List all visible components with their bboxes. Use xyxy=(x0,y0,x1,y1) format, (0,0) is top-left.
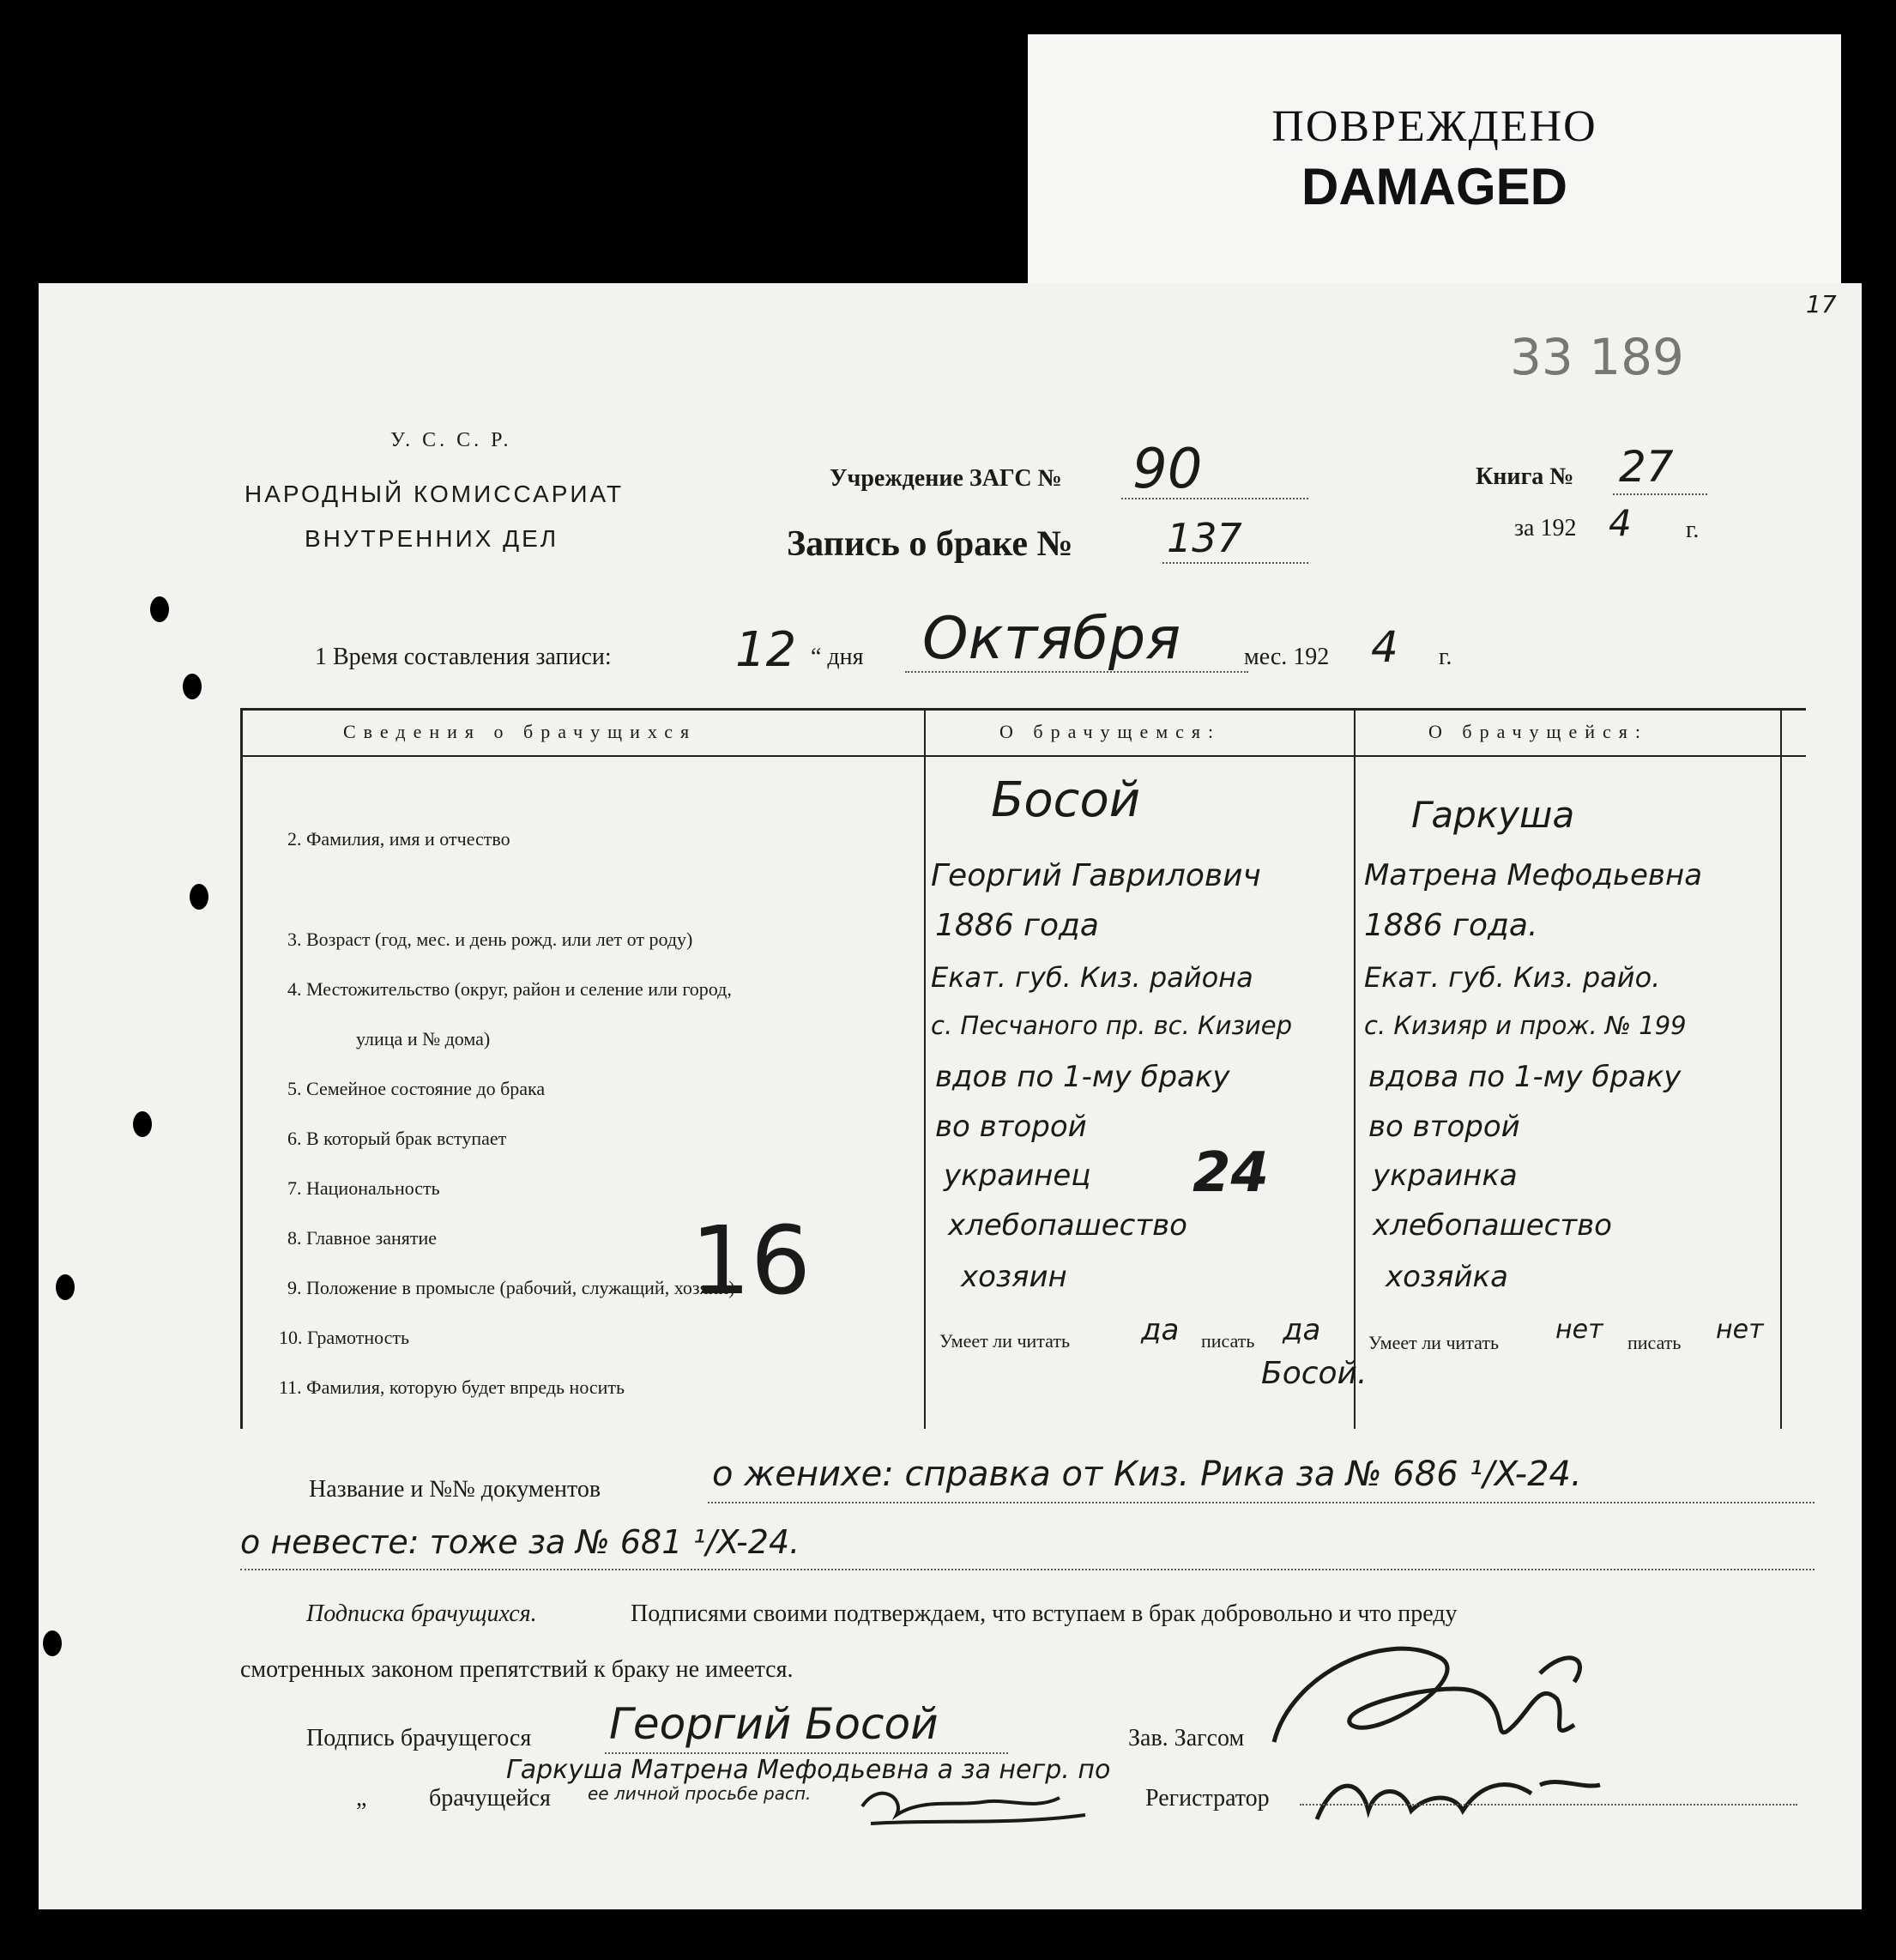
year-suffix: г. xyxy=(1686,517,1700,543)
row-label-position: 9. Положение в промысле (рабочий, служащий, хозяин) xyxy=(287,1277,735,1298)
groom-signature-line xyxy=(605,1752,1008,1754)
groom-signature: Георгий Босой xyxy=(609,1699,939,1749)
bride-quote: „ xyxy=(356,1785,367,1812)
bride-marital: вдова по 1-му браку xyxy=(1368,1060,1682,1094)
archive-number: 33 189 xyxy=(1510,328,1684,386)
pledge-text-2: смотренных законом препятствий к браку не имеется. xyxy=(240,1656,794,1683)
bride-write-label: писать xyxy=(1627,1332,1682,1353)
punch-hole xyxy=(150,596,169,622)
table-top-border xyxy=(240,708,1806,711)
table-right-border xyxy=(1780,708,1782,1429)
bride-position: хозяйка xyxy=(1386,1260,1508,1294)
header-commissariat: НАРОДНЫЙ КОМИССАРИАТ xyxy=(245,481,625,507)
bride-given-names: Матрена Мефодьевна xyxy=(1364,858,1703,892)
groom-position: хозяин xyxy=(961,1260,1067,1294)
registrar-signature xyxy=(1308,1759,1617,1845)
header-internal-affairs: ВНУТРЕННИХ ДЕЛ xyxy=(305,525,559,552)
office-number: 90 xyxy=(1132,438,1203,501)
groom-age: 1886 года xyxy=(935,908,1099,943)
bride-read-value: нет xyxy=(1555,1315,1603,1345)
time-month-line xyxy=(905,671,1248,673)
table-col-divider xyxy=(1354,708,1356,1429)
time-day-word: “ дня xyxy=(811,644,864,670)
office-number-line xyxy=(1121,498,1308,499)
bride-occupation: хлебопашество xyxy=(1373,1208,1612,1243)
documents-bride: о невесте: тоже за № 681 ¹/X-24. xyxy=(240,1523,800,1561)
row-label-occupation: 8. Главное занятие xyxy=(287,1227,438,1249)
punch-hole xyxy=(56,1274,75,1300)
bride-write-value: нет xyxy=(1716,1315,1764,1345)
head-zags-label: Зав. Загсом xyxy=(1128,1725,1245,1751)
punch-hole xyxy=(183,674,202,699)
office-label: Учреждение ЗАГС № xyxy=(830,465,1062,492)
col-groom-header: О брачущемся: xyxy=(999,721,1222,742)
bride-signature-label: брачущейся xyxy=(429,1785,551,1812)
row-label-marriage-order: 6. В который брак вступает xyxy=(287,1128,507,1149)
groom-read-value: да xyxy=(1141,1313,1180,1347)
col-info-header: Сведения о брачущихся xyxy=(343,721,697,742)
record-title: Запись о браке № xyxy=(787,524,1073,564)
pledge-lead: Подписка брачущихся. xyxy=(306,1600,537,1627)
bride-street: с. Кизияр и прож. № 199 xyxy=(1364,1011,1687,1040)
future-surname: Босой. xyxy=(1261,1356,1368,1391)
bride-marriage-order: во второй xyxy=(1368,1110,1520,1144)
registrar-line xyxy=(1300,1804,1797,1806)
row-label-name: 2. Фамилия, имя и отчество xyxy=(287,828,510,850)
groom-residence: Екат. губ. Киз. района xyxy=(931,961,1253,994)
time-year-digit: 4 xyxy=(1371,622,1398,672)
row-label-residence: 4. Местожительство (округ, район и селение или город, xyxy=(287,978,732,1000)
damaged-stamp xyxy=(1028,34,1841,292)
table-header-border xyxy=(240,755,1806,757)
row-label-literacy: 10. Грамотность xyxy=(279,1327,410,1348)
documents-line2 xyxy=(240,1569,1814,1570)
marriage-record-sheet xyxy=(39,283,1862,1909)
punch-hole xyxy=(43,1630,62,1656)
bride-note-2: ее личной просьбе расп. xyxy=(588,1783,812,1804)
table-col-divider xyxy=(924,708,926,1429)
bride-proxy-signature xyxy=(854,1772,1102,1841)
time-suffix: г. xyxy=(1439,644,1452,670)
year-digit: 4 xyxy=(1609,502,1632,544)
punch-hole xyxy=(190,884,208,910)
groom-write-label: писать xyxy=(1201,1330,1255,1352)
documents-groom: о женихе: справка от Киз. Рика за № 686 ¹/X-24. xyxy=(712,1455,1582,1494)
groom-nationality: украинец xyxy=(944,1158,1091,1193)
documents-line1 xyxy=(708,1502,1814,1503)
bride-note-1: Гаркуша Матрена Мефодьевна а за негр. по xyxy=(506,1755,1111,1785)
groom-street: с. Песчаного пр. вс. Кизиер xyxy=(931,1011,1293,1040)
registrar-label: Регистратор xyxy=(1145,1785,1270,1812)
bride-residence: Екат. губ. Киз. райо. xyxy=(1364,961,1661,994)
bride-age: 1886 года. xyxy=(1364,908,1538,943)
book-label: Книга № xyxy=(1476,463,1574,490)
time-month-label: мес. 192 xyxy=(1244,644,1330,670)
groom-read-label: Умеет ли читать xyxy=(939,1330,1071,1352)
groom-marriage-order: во второй xyxy=(935,1110,1087,1144)
time-month: Октября xyxy=(922,605,1181,673)
groom-given-names: Георгий Гаврилович xyxy=(931,858,1261,893)
time-label: 1 Время составления записи: xyxy=(315,644,612,670)
row-label-street: улица и № дома) xyxy=(356,1028,491,1050)
punch-hole xyxy=(133,1111,152,1137)
row-label-age: 3. Возраст (год, мес. и день рожд. или лет от роду) xyxy=(287,929,693,950)
stamp-en: DAMAGED xyxy=(1301,158,1567,215)
groom-signature-label: Подпись брачущегося xyxy=(306,1725,532,1751)
time-day: 12 xyxy=(735,622,797,678)
row-label-future-surname: 11. Фамилия, которую будет впредь носить xyxy=(279,1376,625,1398)
record-number: 137 xyxy=(1167,515,1242,561)
row-label-marital: 5. Семейное состояние до брака xyxy=(287,1078,546,1099)
groom-surname: Босой xyxy=(991,772,1141,828)
record-number-line xyxy=(1162,562,1308,564)
groom-occupation: хлебопашество xyxy=(948,1208,1187,1243)
bride-read-label: Умеет ли читать xyxy=(1368,1332,1500,1353)
table-left-border xyxy=(240,708,243,1429)
row-label-nationality: 7. Национальность xyxy=(287,1177,440,1199)
bride-nationality: украинка xyxy=(1373,1158,1518,1193)
overwrite-24: 24 xyxy=(1193,1141,1270,1205)
col-bride-header: О брачущейся: xyxy=(1428,721,1649,742)
book-number: 27 xyxy=(1619,442,1674,492)
year-prefix: за 192 xyxy=(1514,515,1577,541)
groom-marital: вдов по 1-му браку xyxy=(935,1060,1230,1094)
groom-write-value: да xyxy=(1283,1313,1321,1347)
documents-label: Название и №№ документов xyxy=(309,1476,601,1503)
book-number-line xyxy=(1613,493,1707,495)
corner-mark: 17 xyxy=(1806,290,1837,318)
pencil-16: 16 xyxy=(691,1206,811,1316)
bride-surname: Гаркуша xyxy=(1411,794,1575,836)
header-ussr: У. С. С. Р. xyxy=(390,429,512,451)
stamp-ru: ПОВРЕЖДЕНО xyxy=(1271,102,1597,151)
pledge-text-1: Подписями своими подтверждаем, что вступаем в брак добровольно и что преду xyxy=(631,1600,1458,1627)
